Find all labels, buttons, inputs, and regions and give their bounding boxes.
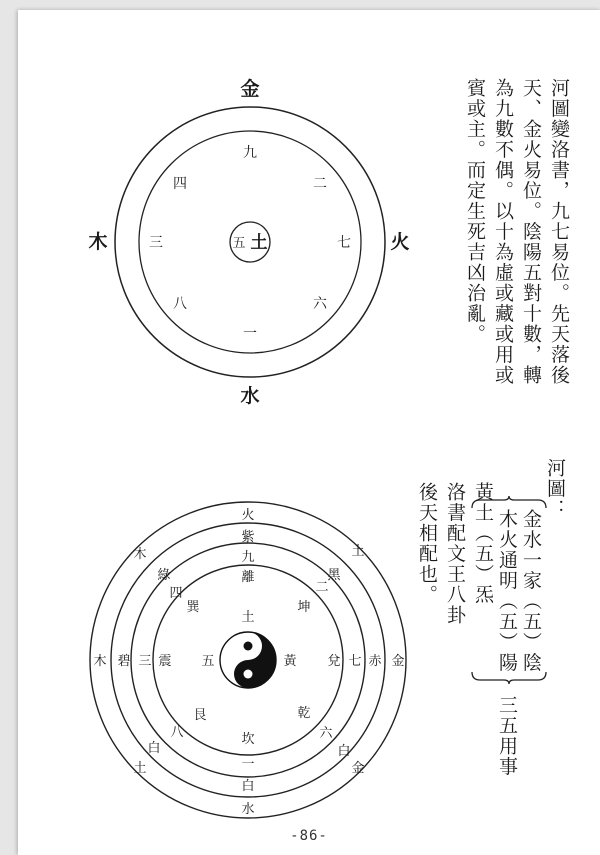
- trigram-top: 離: [241, 570, 255, 585]
- number-upper-left: 四: [169, 586, 183, 601]
- direction-right-label: 火: [390, 231, 410, 253]
- number-eight: 八: [173, 296, 187, 312]
- outer-right: 金: [391, 654, 405, 669]
- color-lower-left: 白: [147, 741, 161, 756]
- number-upper-right: 二: [315, 580, 329, 595]
- hetu-diagram: [78, 70, 418, 415]
- number-bottom: 一: [241, 757, 255, 772]
- number-center: 五: [201, 654, 215, 669]
- color-upper-right: 黑: [327, 568, 341, 583]
- luoshu-col-a: 洛書配文王八卦: [444, 482, 466, 626]
- color-upper-left: 綠: [157, 568, 171, 583]
- outer-left: 木: [93, 654, 107, 669]
- center-earth-label: 土: [250, 233, 268, 253]
- number-two: 二: [313, 176, 327, 192]
- number-one: 一: [243, 326, 257, 342]
- color-left: 碧: [117, 654, 131, 669]
- bracket-line-3: 黃土（五）炁: [472, 482, 494, 605]
- outer-lower-right: 金: [351, 761, 365, 776]
- bracket-line-1: 金水一家（五）陰: [520, 509, 542, 673]
- trigram-upper-left: 巽: [186, 600, 200, 615]
- outer-bottom: 水: [241, 802, 255, 817]
- luoshu-col-b: 後天相配也。: [416, 482, 438, 605]
- hetu-heading: 河圖：: [544, 458, 566, 520]
- trigram-right: 兌: [327, 654, 341, 669]
- trigram-left: 震: [158, 654, 172, 669]
- bracket-line-2: 木火通明（五）陽: [496, 509, 518, 673]
- number-six: 六: [313, 296, 327, 312]
- inner-right-yellow: 黃: [283, 654, 297, 669]
- page-number: -86-: [290, 828, 328, 844]
- number-three: 三: [149, 235, 163, 251]
- trigram-bottom: 坎: [241, 732, 255, 747]
- color-bottom: 白: [241, 779, 255, 794]
- direction-left-label: 木: [88, 231, 108, 253]
- number-nine: 九: [243, 145, 257, 161]
- paragraph-col-1: 河圖變洛書，九七易位。先天落後: [548, 78, 570, 386]
- number-seven: 七: [337, 235, 351, 251]
- number-top: 九: [241, 550, 255, 565]
- color-lower-right: 白: [337, 744, 351, 759]
- inner-top-earth: 土: [241, 610, 255, 625]
- luoshu-diagram: [78, 490, 418, 820]
- number-lower-right: 六: [319, 726, 333, 741]
- number-left: 三: [138, 654, 152, 669]
- number-five: 五: [232, 236, 246, 251]
- outer-upper-left: 木: [133, 547, 147, 562]
- trigram-lower-left: 艮: [193, 708, 207, 723]
- number-four: 四: [173, 176, 187, 192]
- outer-lower-left: 土: [133, 761, 147, 776]
- paragraph-col-3: 為九數不偶。以十為虛或藏或用或: [492, 78, 514, 386]
- trigram-upper-right: 坤: [297, 600, 311, 615]
- three-five-label: 三五用事: [496, 695, 518, 777]
- book-page: [18, 10, 600, 855]
- direction-bottom-label: 水: [240, 385, 260, 407]
- color-right: 赤: [368, 654, 382, 669]
- number-right: 七: [348, 654, 362, 669]
- paragraph-col-2: 天、金火易位。陰陽五對十數，轉: [520, 78, 542, 386]
- number-lower-left: 八: [170, 725, 184, 740]
- color-top: 紫: [241, 530, 255, 545]
- paragraph-col-4: 賓或主。而定生死吉凶治亂。: [464, 78, 486, 345]
- direction-top-label: 金: [240, 78, 260, 100]
- outer-top: 火: [241, 508, 255, 523]
- bracket-close: [470, 670, 548, 684]
- trigram-lower-right: 乾: [297, 706, 311, 721]
- outer-upper-right: 土: [351, 544, 365, 559]
